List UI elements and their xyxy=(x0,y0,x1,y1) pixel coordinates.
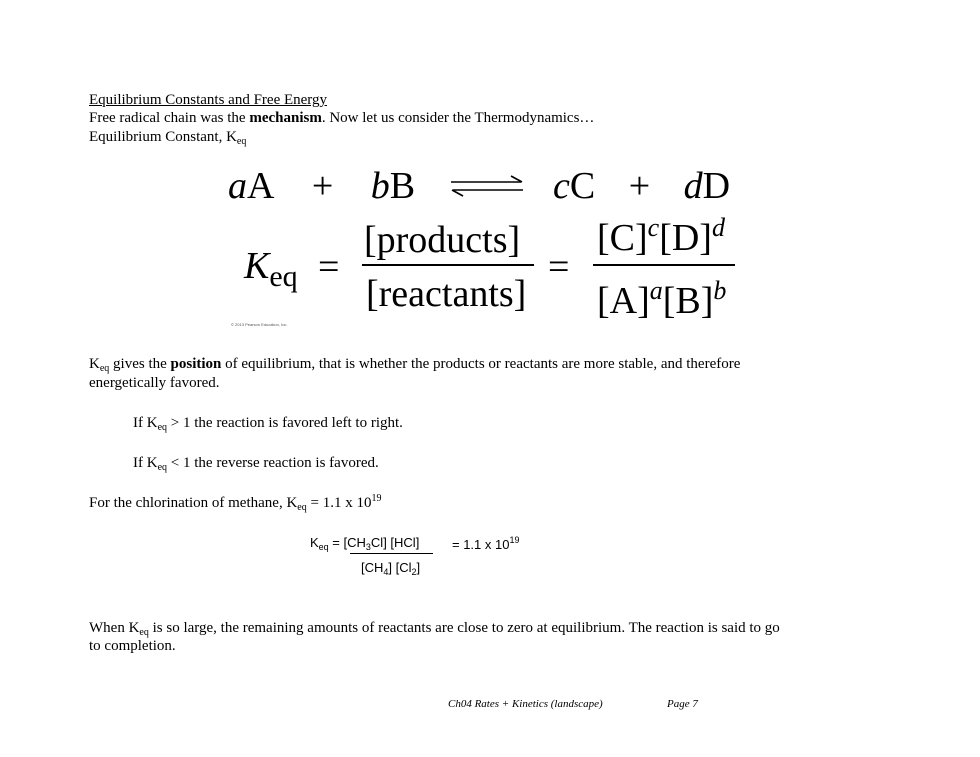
seq-den-mid: ] [Cl xyxy=(388,560,412,575)
seq-n2: 2 xyxy=(411,567,417,577)
den-A: [A] xyxy=(597,280,650,322)
fraction-bar-2 xyxy=(593,264,735,266)
small-eq-denominator xyxy=(361,560,420,575)
pos-sub: eq xyxy=(99,363,110,374)
num-D: [D] xyxy=(659,217,712,259)
coef-c: c xyxy=(553,165,570,207)
seq-n3: 3 xyxy=(365,542,371,552)
seq-exp: 19 xyxy=(509,535,520,545)
plus-1: + xyxy=(311,165,334,207)
equals-2: = xyxy=(548,246,570,288)
coef-b: b xyxy=(370,165,390,207)
num-c-exp: c xyxy=(647,213,660,242)
keq-label-sub: eq xyxy=(236,136,247,147)
pos-pre: gives the xyxy=(109,356,171,372)
small-eq-numerator xyxy=(310,535,419,550)
equilibrium-arrows-icon xyxy=(447,173,527,199)
seq-n4: 4 xyxy=(383,567,389,577)
coef-a: a xyxy=(228,165,247,207)
large-sub: eq xyxy=(139,627,149,638)
large-para-line2: to completion. xyxy=(89,638,176,654)
species-B: B xyxy=(389,165,416,207)
gt-sub: eq xyxy=(157,422,168,433)
seq-eq: = [CH xyxy=(328,535,366,550)
section-heading: Equilibrium Constants and Free Energy xyxy=(89,92,328,108)
keq-label-line xyxy=(89,129,246,146)
denominator-reactants: [reactants] xyxy=(366,273,527,315)
lt-pre: If K xyxy=(133,455,158,471)
pos-bold: position xyxy=(170,356,222,372)
chlor-exp: 19 xyxy=(371,493,382,504)
species-D: D xyxy=(702,165,731,207)
seq-cl: Cl] [HCl] xyxy=(370,535,420,550)
reaction-products xyxy=(553,166,730,206)
keq-K: K xyxy=(244,245,270,287)
chlor-sub: eq xyxy=(297,502,307,513)
seq-k: K xyxy=(310,535,319,550)
copyright-note: © 2013 Pearson Education, Inc. xyxy=(231,322,288,327)
numerator-products: [products] xyxy=(364,219,521,261)
keq-symbol xyxy=(244,246,298,297)
intro-bold: mechanism xyxy=(249,110,322,126)
position-para-line1 xyxy=(89,356,740,373)
small-fraction-bar xyxy=(350,553,433,554)
footer-title: Ch04 Rates + Kinetics (landscape) xyxy=(448,698,603,710)
intro-pre: Free radical chain was the xyxy=(89,110,250,126)
fraction-bar-1 xyxy=(362,264,534,266)
num-C: [C] xyxy=(597,217,648,259)
large-para-line1 xyxy=(89,620,780,637)
species-C: C xyxy=(569,165,596,207)
intro-line xyxy=(89,110,594,127)
keq-label-pre: Equilibrium Constant, K xyxy=(89,129,237,145)
if-greater-line xyxy=(133,415,403,432)
chlor-mid: = 1.1 x 10 xyxy=(306,495,372,511)
den-B: [B] xyxy=(662,280,714,322)
den-b-exp: b xyxy=(713,276,727,305)
den-a-exp: a xyxy=(649,276,663,305)
seq-ksub: eq xyxy=(318,542,329,552)
species-A: A xyxy=(247,165,273,207)
equals-1: = xyxy=(318,246,340,288)
seq-den-post: ] xyxy=(416,560,421,575)
chlorination-line xyxy=(89,495,381,512)
position-para-line2: energetically favored. xyxy=(89,375,220,391)
seq-value: = 1.1 x 10 xyxy=(452,537,510,552)
intro-post: . Now let us consider the Thermodynamics… xyxy=(321,110,595,126)
if-less-line xyxy=(133,455,379,472)
footer-page: Page 7 xyxy=(667,698,698,710)
keq-sub: eq xyxy=(269,260,298,293)
coef-d: d xyxy=(683,165,703,207)
denominator-ab xyxy=(597,276,727,322)
seq-den-pre: [CH xyxy=(361,560,384,575)
lt-post: < 1 the reverse reaction is favored. xyxy=(167,455,379,471)
plus-2: + xyxy=(628,165,651,207)
num-d-exp: d xyxy=(711,213,725,242)
large-pre: When K xyxy=(89,620,140,636)
numerator-cd xyxy=(597,213,725,259)
pos-post: of equilibrium, that is whether the products or reactants are more stable, and therefore xyxy=(221,356,741,372)
lt-sub: eq xyxy=(157,462,168,473)
pos-k: K xyxy=(89,356,100,372)
gt-pre: If K xyxy=(133,415,158,431)
gt-post: > 1 the reaction is favored left to right. xyxy=(167,415,403,431)
large-post: is so large, the remaining amounts of reactants are close to zero at equilibrium. The reaction is said to go xyxy=(148,620,780,636)
chlor-pre: For the chlorination of methane, K xyxy=(89,495,298,511)
reaction-equation xyxy=(228,166,415,206)
small-eq-value xyxy=(452,537,519,552)
